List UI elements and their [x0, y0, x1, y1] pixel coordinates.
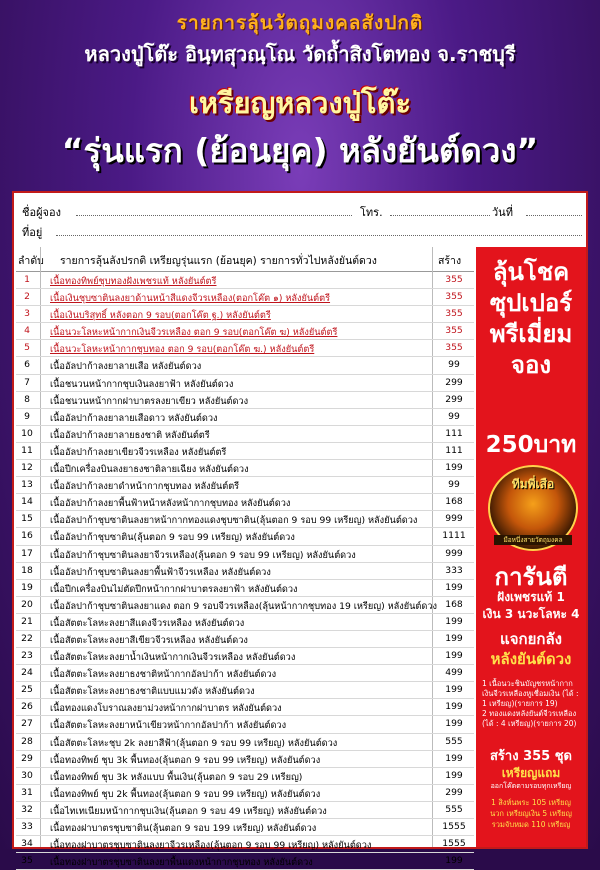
row-quantity: 199	[445, 752, 463, 764]
table-row	[16, 819, 474, 836]
guarantee-line: เงิน 3 นวะโลหะ 4	[482, 607, 580, 621]
table-row	[16, 563, 474, 580]
promo-headline	[476, 257, 586, 381]
row-quantity: 199	[445, 581, 463, 593]
table-row	[16, 375, 474, 392]
table-row	[16, 734, 474, 751]
table-header	[16, 247, 474, 272]
table-row	[16, 751, 474, 768]
promo-line: พรีเมี่ยม	[489, 320, 573, 348]
row-number: 6	[24, 359, 30, 371]
header-edition: “รุ่นแรก (ย้อนยุค) หลังยันต์ดวง”	[61, 131, 539, 170]
row-number: 8	[24, 393, 30, 405]
row-number: 31	[21, 786, 33, 798]
row-quantity: 355	[445, 342, 463, 354]
table-row	[16, 426, 474, 443]
bonus-line: รวมจับหมด 110 เหรียญ	[491, 820, 571, 829]
tiger-logo	[488, 465, 578, 551]
table-row	[16, 836, 474, 853]
row-number: 30	[21, 769, 33, 781]
gift-notes	[482, 679, 582, 729]
row-item: เนื้อเงินบริสุทธิ์ หลังตอก 9 รอบ(ตอกโค๊ต ฐ.) หลังยันต์ตรี	[50, 310, 271, 322]
name-label: ชื่อผู้จอง	[22, 206, 61, 219]
table-row	[16, 289, 474, 306]
row-item: เนื้อชนวนหน้ากากชุบเงินลงยาฟ้า หลังยันต์ดวง	[50, 378, 234, 390]
row-quantity: 199	[445, 632, 463, 644]
table-row	[16, 785, 474, 802]
row-quantity: 1111	[442, 530, 466, 542]
table-row	[16, 357, 474, 374]
guarantee-detail	[476, 589, 586, 623]
row-quantity: 99	[448, 479, 460, 491]
row-quantity: 111	[445, 427, 463, 439]
row-item: เนื้อทองฝาบาตรชุบซาตินลงยาพื้นแดงหน้ากากชุบทอง หลังยันต์ดวง	[50, 857, 313, 869]
promo-line: ซุปเปอร์	[489, 289, 573, 317]
promo-line: จอง	[510, 351, 552, 379]
row-quantity: 168	[445, 598, 463, 610]
gift-note: 2 ทองแดงหลังยันต์จีวรเหลือง (ได้ : 4 เหรียญ)(รายการ 20)	[482, 709, 577, 728]
row-quantity: 199	[445, 462, 463, 474]
row-item: เนื้อสัตตะโลหะลงยาหน้าเขียวหน้ากากอัลปาก้า หลังยันต์ดวง	[50, 720, 287, 732]
col-price-header: สร้าง	[438, 255, 462, 267]
row-item: เนื้ออัลปาก้าชุบซาตินลงยาจีวรเหลือง(ลุ้นตอก 9 รอบ 99 เหรียญ) หลังยันต์ดวง	[50, 549, 356, 561]
col-item-header: รายการลุ้นลังปรกติ เหรียญรุ่นแรก (ย้อนยุค) รายการทั่วไปหลังยันต์ดวง	[60, 255, 377, 267]
row-number: 18	[21, 564, 33, 576]
row-item: เนื้อทองฝาบาตรชุบซาติน(ลุ้นตอก 9 รอบ 199 เหรียญ) หลังยันต์ดวง	[50, 823, 317, 834]
header-coin-title: เหรียญหลวงปู่โต๊ะ	[188, 86, 412, 120]
row-number: 21	[21, 615, 33, 627]
table-row	[16, 409, 474, 426]
table-row	[16, 494, 474, 511]
row-quantity: 299	[445, 393, 463, 405]
row-number: 5	[24, 342, 30, 354]
promo-panel	[476, 247, 586, 847]
bonus-list	[480, 797, 582, 830]
row-number: 27	[21, 718, 33, 730]
row-number: 35	[21, 855, 33, 867]
row-number: 34	[21, 838, 33, 850]
row-number: 19	[21, 581, 33, 593]
row-number: 22	[21, 632, 33, 644]
header-subtitle: รายการลุ้นวัตถุมงคลสังปกติ	[176, 12, 424, 34]
row-item: เนื้ออัลปาก้าชุบซาติน(ลุ้นตอก 9 รอบ 99 เหรียญ) หลังยันต์ดวง	[50, 532, 295, 544]
table-row	[16, 460, 474, 477]
row-quantity: 333	[445, 564, 463, 576]
order-form	[12, 191, 588, 869]
row-quantity: 555	[445, 735, 463, 747]
row-number: 28	[21, 735, 33, 747]
row-number: 20	[21, 598, 33, 610]
table-row	[16, 597, 474, 614]
table-row	[16, 511, 474, 528]
row-number: 11	[21, 444, 33, 456]
row-item: เนื้อปีกเครื่องบินไม่ตัดปีกหน้ากากฝาบาตรลงยาฟ้า หลังยันต์ดวง	[50, 583, 298, 595]
table-row	[16, 272, 474, 289]
row-item: เนื้อนวะโลหะหน้ากากเงินจีวรเหลือง ตอก 9 รอบ(ตอกโค๊ต ฆ) หลังยันต์ตรี	[50, 327, 338, 339]
table-row	[16, 340, 474, 357]
row-quantity: 999	[445, 513, 463, 525]
bonus-line: 1 สิงห์นพระ 105 เหรียญ	[491, 798, 571, 807]
name-field[interactable]	[76, 215, 352, 216]
row-quantity: 99	[448, 410, 460, 422]
table-row	[16, 477, 474, 494]
table-row	[16, 443, 474, 460]
row-quantity: 555	[445, 803, 463, 815]
table-row	[16, 665, 474, 682]
gift-line: แจกยกลัง	[500, 630, 562, 648]
row-item: เนื้ออัลปาก้าลงยาลายเสือ หลังยันต์ดวง	[50, 361, 202, 373]
row-quantity: 999	[445, 547, 463, 559]
row-item: เนื้ออัลปาก้าลงยาพื้นฟ้าหน้าหลังหน้ากากชุบทอง หลังยันต์ดวง	[50, 498, 291, 510]
row-item: เนื้ออัลปาก้าลงยาดำหน้ากากชุบทอง หลังยันต์ตรี	[50, 481, 240, 493]
bonus-line: นวก เหรียญเงิน 5 เหรียญ	[490, 809, 572, 818]
table-row	[16, 392, 474, 409]
table-row	[16, 682, 474, 699]
row-quantity: 199	[445, 769, 463, 781]
date-label: วันที่	[492, 206, 513, 219]
row-quantity: 355	[445, 308, 463, 320]
table-row	[16, 768, 474, 785]
row-item: เนื้อสัตตะโลหะลงยาธงชาติหน้ากากอัลปาก้า หลังยันต์ดวง	[50, 669, 277, 681]
row-quantity: 111	[445, 444, 463, 456]
row-number: 24	[21, 667, 33, 679]
table-row	[16, 631, 474, 648]
row-item: เนื้อสัตตะโลหะลงยาสีเขียวจีวรเหลือง หลังยันต์ดวง	[50, 634, 248, 646]
row-quantity: 355	[445, 291, 463, 303]
row-item: เนื้อปีกเครื่องบินลงยาธงชาติลายเฉียง หลังยันต์ดวง	[50, 464, 249, 476]
table-row	[16, 716, 474, 733]
row-item: เนื้ออัลปาก้าลงยาลายธงชาติ หลังยันต์ตรี	[50, 429, 210, 441]
bonus-subtitle: ออกโค๊ตตามรอบทุกเหรียญ	[490, 782, 572, 790]
logo-subtext: มือหนึ่งสายวัตถุมงคล	[494, 535, 572, 545]
header-temple: หลวงปู่โต๊ะ อินฺทสุวณฺโณ วัดถ้ำสิงโตทอง จ.ราชบุรี	[84, 42, 516, 66]
table-row	[16, 699, 474, 716]
row-item: เนื้ออัลปาก้าชุบซาตินลงยาหน้ากากทองแดงชุบซาติน(ลุ้นตอก 9 รอบ 99 เหรียญ) หลังยันต์ดวง	[50, 515, 418, 527]
row-number: 4	[24, 325, 30, 337]
row-item: เนื้ออัลปาก้าลงยาเขียวจีวรเหลือง หลังยันต์ตรี	[50, 446, 227, 458]
row-number: 29	[21, 752, 33, 764]
row-quantity: 199	[445, 855, 463, 867]
promo-price: 250บาท	[485, 432, 577, 458]
gift-title	[476, 629, 586, 669]
row-quantity: 299	[445, 376, 463, 388]
address-label: ที่อยู่	[22, 226, 43, 239]
row-number: 7	[24, 376, 30, 388]
row-item: เนื้อทองทิพย์ ชุบ 2k พื้นทอง(ลุ้นตอก 9 รอบ 99 เหรียญ) หลังยันต์ดวง	[50, 788, 321, 800]
guarantee-line: ฝังเพชรแท้ 1	[497, 590, 565, 604]
col-no-header: ลำดับ	[18, 255, 44, 267]
gift-line: หลังยันต์ดวง	[490, 650, 572, 668]
row-number: 16	[21, 530, 33, 542]
table-row	[16, 614, 474, 631]
row-number: 10	[21, 427, 33, 439]
row-number: 1	[24, 274, 30, 285]
table-row	[16, 853, 474, 870]
row-quantity: 1555	[442, 821, 466, 832]
item-table	[16, 272, 474, 870]
guarantee-title: การันตี	[494, 563, 568, 591]
row-quantity: 355	[445, 274, 463, 285]
row-item: เนื้อชนวนหน้ากากฝาบาตรลงยาเขียว หลังยันต์ดวง	[50, 395, 249, 407]
table-row	[16, 528, 474, 545]
row-quantity: 199	[445, 684, 463, 696]
address-field[interactable]	[56, 235, 582, 236]
row-number: 17	[21, 547, 33, 559]
table-row	[16, 306, 474, 323]
logo-text: ทีมพี่เสือ	[511, 477, 555, 491]
row-item: เนื้อทองทิพย์ ชุบ 3k หลังแบบ พื้นเงิน(ลุ้นตอก 9 รอบ 29 เหรียญ)	[50, 771, 303, 783]
row-item: เนื้อทองฝาบาตรชุบซาตินลงยาจีวรเหลือง(ลุ้นตอก 9 รอบ 99 เหรียญ) หลังยันต์ดวง	[50, 840, 372, 852]
row-item: เนื้ออัลปาก้าชุบซาตินลงยาแดง ตอก 9 รอบจีวรเหลือง(ลุ้นหน้ากากชุบทอง 19 เหรียญ) หลังยันต์ดวง	[50, 600, 437, 612]
table-row	[16, 546, 474, 563]
table-row	[16, 648, 474, 665]
row-item: เนื้อสัตตะโลหะชุบ 2k ลงยาสีฟ้า(ลุ้นตอก 9 รอบ 99 เหรียญ) หลังยันต์ดวง	[50, 737, 338, 749]
row-quantity: 499	[445, 667, 463, 679]
build-count: สร้าง 355 ชุด	[489, 749, 573, 764]
row-item: เนื้อสัตตะโลหะลงยาธงชาติแบบแมวดัง หลังยันต์ดวง	[50, 686, 255, 698]
row-number: 25	[21, 684, 33, 696]
row-quantity: 168	[445, 496, 463, 508]
row-item: เนื้ออัลปาก้าชุบซาตินลงยาพื้นฟ้าจีวรเหลือง หลังยันต์ดวง	[50, 566, 271, 578]
row-item: เนื้อไทเทเนียมหน้ากากชุบเงิน(ลุ้นตอก 9 รอบ 49 เหรียญ) หลังยันต์ดวง	[50, 805, 327, 817]
row-item: เนื้อนวะโลหะหน้ากากชุบทอง ตอก 9 รอบ(ตอกโค๊ต ฆ.) หลังยันต์ตรี	[50, 344, 315, 356]
row-number: 23	[21, 650, 33, 662]
row-number: 26	[21, 701, 33, 713]
row-item: เนื้อทองแดงโบราณลงยาม่วงหน้ากากฝาบาตร หลังยันต์ดวง	[50, 703, 282, 715]
row-number: 33	[21, 821, 33, 832]
row-quantity: 299	[445, 786, 463, 798]
table-row	[16, 323, 474, 340]
row-number: 2	[24, 291, 30, 303]
row-quantity: 355	[445, 325, 463, 337]
promo-line: ลุ้นโชค	[492, 258, 570, 286]
gift-note: 1 เนื้อนวะชินบัญชรหน้ากากเงินจีวรเหลืองหูเชื่อมเงิน (ได้ : 1 เหรียญ)(รายการ 19)	[482, 679, 579, 708]
date-field[interactable]	[526, 215, 582, 216]
header	[0, 0, 600, 190]
row-quantity: 199	[445, 650, 463, 662]
row-quantity: 99	[448, 359, 460, 371]
row-number: 32	[21, 803, 33, 815]
phone-label: โทร.	[360, 206, 383, 219]
bonus-title: เหรียญแถม	[501, 766, 561, 780]
row-number: 12	[21, 462, 33, 474]
row-number: 13	[21, 479, 33, 491]
row-number: 9	[24, 410, 30, 422]
row-number: 14	[21, 496, 33, 508]
row-quantity: 1555	[442, 838, 466, 850]
row-item: เนื้อทองทิพย์ชุบทองฝังเพชรแท้ หลังยันต์ตรี	[50, 276, 217, 287]
phone-field[interactable]	[390, 215, 490, 216]
table-row	[16, 580, 474, 597]
row-item: เนื้ออัลปาก้าลงยาลายเสือดาว หลังยันต์ดวง	[50, 412, 218, 424]
table-row	[16, 802, 474, 819]
row-item: เนื้อทองทิพย์ ชุบ 3k พื้นทอง(ลุ้นตอก 9 รอบ 99 เหรียญ) หลังยันต์ดวง	[50, 754, 321, 766]
row-quantity: 199	[445, 701, 463, 713]
row-number: 15	[21, 513, 33, 525]
row-quantity: 199	[445, 615, 463, 627]
row-item: เนื้อสัตตะโลหะลงยาน้ำเงินหน้ากากเงินจีวรเหลือง หลังยันต์ดวง	[50, 652, 296, 664]
row-item: เนื้อเงินชุบซาตินลงยาด้านหน้าสีแดงจีวรเหลือง(ตอกโค๊ต ๑) หลังยันต์ตรี	[50, 293, 331, 305]
row-quantity: 199	[445, 718, 463, 730]
row-item: เนื้อสัตตะโลหะลงยาสีแดงจีวรเหลือง หลังยันต์ดวง	[50, 617, 245, 629]
row-number: 3	[24, 308, 30, 320]
